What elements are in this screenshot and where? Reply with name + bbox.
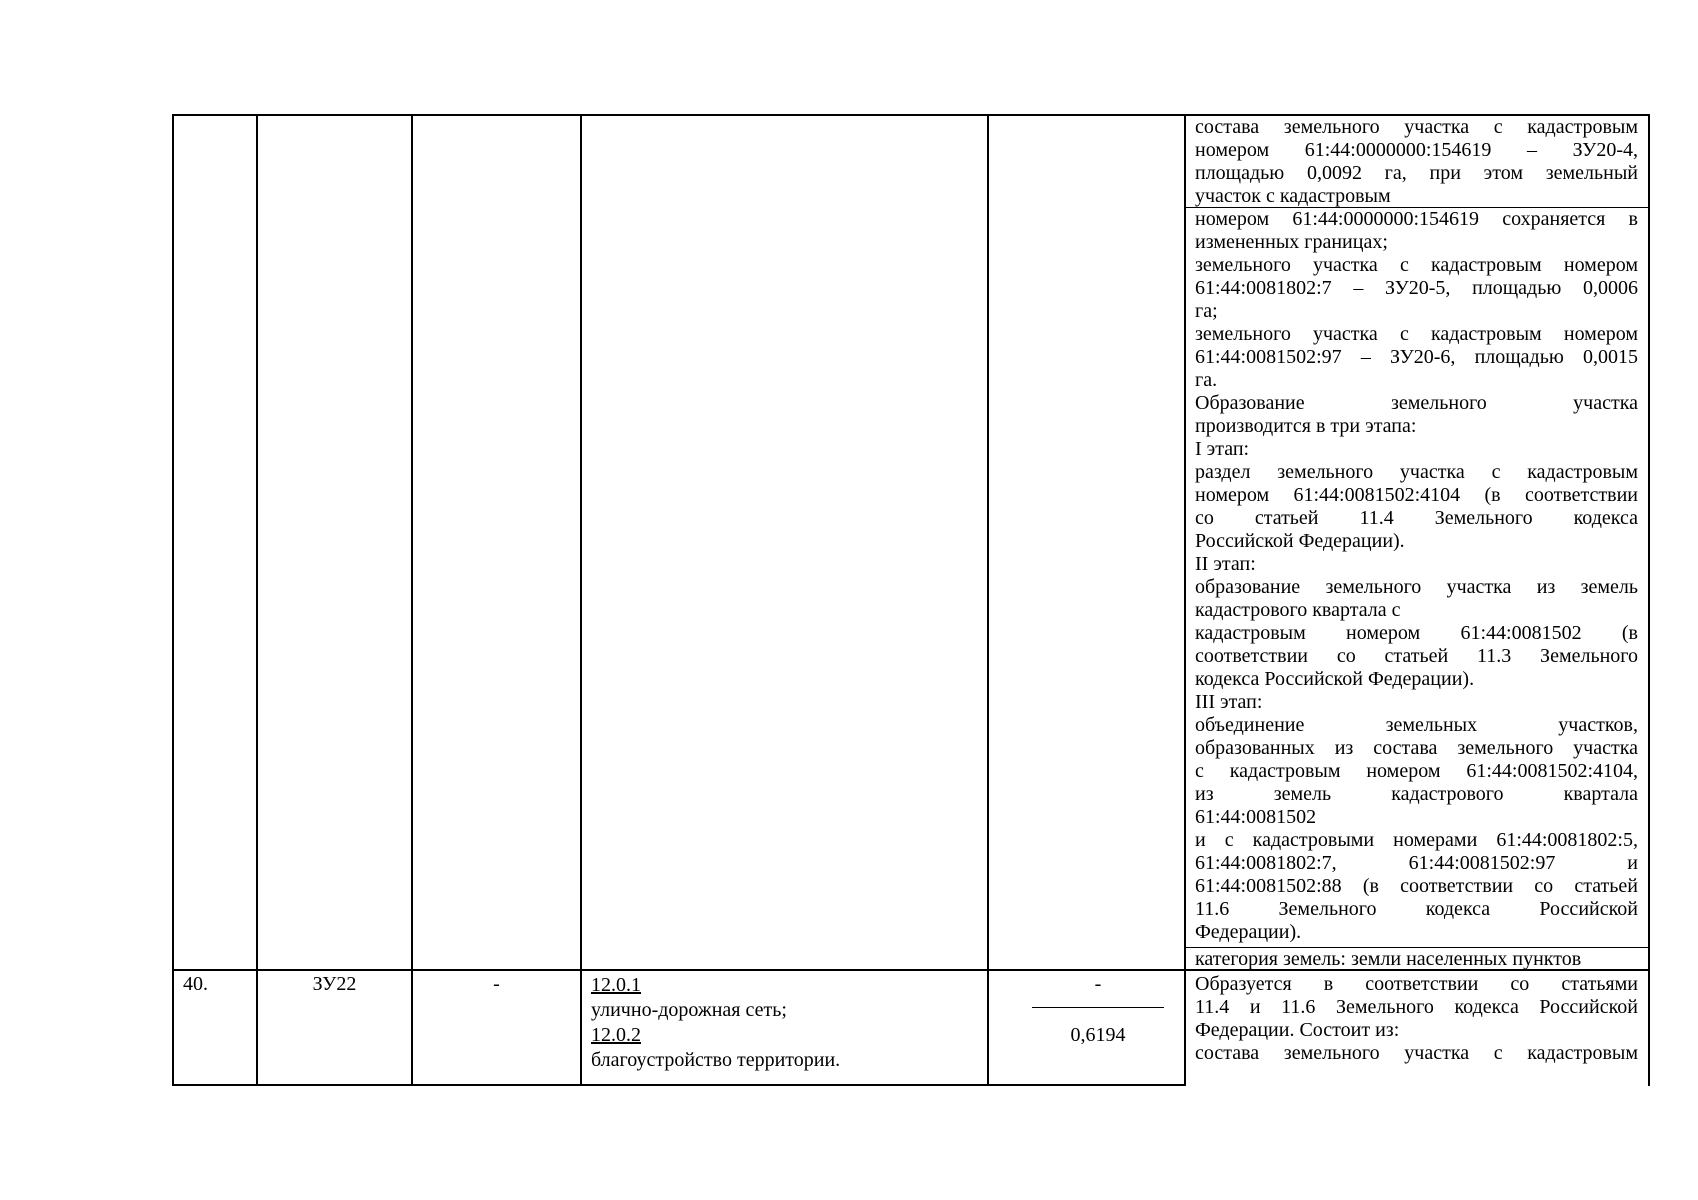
description-line: 61:44:0081802:7, 61:44:0081502:97 и [1195, 852, 1638, 874]
use-code-2: 12.0.2 [591, 1024, 641, 1046]
description-line: Образование земельного участка [1195, 392, 1638, 414]
row-40-bottom-border [172, 1084, 1186, 1086]
description-line: номером 61:44:0081502:4104 (в соответствии [1195, 484, 1638, 506]
description-line: состава земельного участка с кадастровым [1195, 116, 1638, 138]
description-line: объединение земельных участков, [1195, 714, 1638, 736]
row-40-designation: ЗУ22 [312, 973, 357, 995]
description-line: 61:44:0081502:88 (в соответствии со статьей [1195, 875, 1638, 897]
description-line: 61:44:0081802:7 – ЗУ20-5, площадью 0,0006 [1195, 277, 1638, 299]
description-line: Образуется в соответствии со статьями [1195, 973, 1638, 995]
col-border-3 [580, 114, 582, 1086]
row-40-uses [591, 973, 840, 1073]
description-line: производится в три этапа: [1195, 415, 1417, 437]
description-line: II этап: [1195, 553, 1256, 575]
description-line: земельного участка с кадастровым номером [1195, 254, 1638, 276]
prev-row-category: категория земель: земли населенных пунктов [1195, 948, 1582, 970]
col-border-1 [256, 114, 258, 1086]
description-line: I этап: [1195, 438, 1250, 460]
row-40-area-bottom: 0,6194 [1070, 1024, 1126, 1046]
description-line: площадью 0,0092 га, при этом земельный [1195, 162, 1638, 184]
description-line: 61:44:0081502:97 – ЗУ20-6, площадью 0,0015 [1195, 346, 1638, 368]
use-name-1: улично-дорожная сеть; [591, 999, 787, 1021]
description-line: III этап: [1195, 691, 1263, 713]
description-line: га. [1195, 369, 1218, 391]
use-code-1: 12.0.1 [591, 974, 641, 996]
row-40-area-top: - [1094, 973, 1102, 995]
description-line: 61:44:0081502 [1195, 806, 1317, 828]
description-line: образование земельного участка из земель [1195, 576, 1638, 598]
description-line: номером 61:44:0000000:154619 сохраняется в [1195, 208, 1638, 230]
description-line: участок с кадастровым [1195, 185, 1391, 207]
description-line: соответствии со статьей 11.3 Земельного [1195, 645, 1638, 667]
col-border-5 [1184, 114, 1186, 1086]
description-line: 11.4 и 11.6 Земельного кодекса Российской [1195, 996, 1638, 1018]
description-line: и с кадастровыми номерами 61:44:0081802:5, [1195, 829, 1638, 851]
description-line: с кадастровым номером 61:44:0081502:4104, [1195, 760, 1638, 782]
description-line: кадастрового квартала с [1195, 599, 1401, 621]
description-line: раздел земельного участка с кадастровым [1195, 461, 1638, 483]
description-line: из земель кадастрового квартала [1195, 783, 1638, 805]
description-line: земельного участка с кадастровым номером [1195, 323, 1638, 345]
description-line: Федерации. Состоит из: [1195, 1019, 1400, 1041]
description-line: Федерации). [1195, 921, 1302, 943]
row-40-number: 40. [183, 973, 208, 995]
description-line: га; [1195, 300, 1218, 322]
col-border-4 [987, 114, 989, 1086]
description-line: кодекса Российской Федерации). [1195, 668, 1475, 690]
description-line: образованных из состава земельного участка [1195, 737, 1638, 759]
description-line: Российской Федерации). [1195, 530, 1405, 552]
description-line: измененных границах; [1195, 231, 1388, 253]
description-line: номером 61:44:0000000:154619 – ЗУ20-4, [1195, 139, 1638, 161]
area-fraction-line [1032, 1007, 1164, 1008]
col-border-0 [172, 114, 174, 1086]
col-border-2 [411, 114, 413, 1086]
row-40-description [1195, 973, 1638, 1065]
description-line: состава земельного участка с кадастровым [1195, 1042, 1638, 1064]
col-border-6 [1648, 114, 1650, 1086]
use-name-2: благоустройство территории. [591, 1049, 841, 1071]
description-line: кадастровым номером 61:44:0081502 (в [1195, 622, 1638, 644]
description-line: со статьей 11.4 Земельного кодекса [1195, 507, 1638, 529]
row-40-dash: - [493, 973, 500, 995]
prev-row-description [1195, 116, 1638, 944]
description-line: 11.6 Земельного кодекса Российской [1195, 898, 1638, 920]
